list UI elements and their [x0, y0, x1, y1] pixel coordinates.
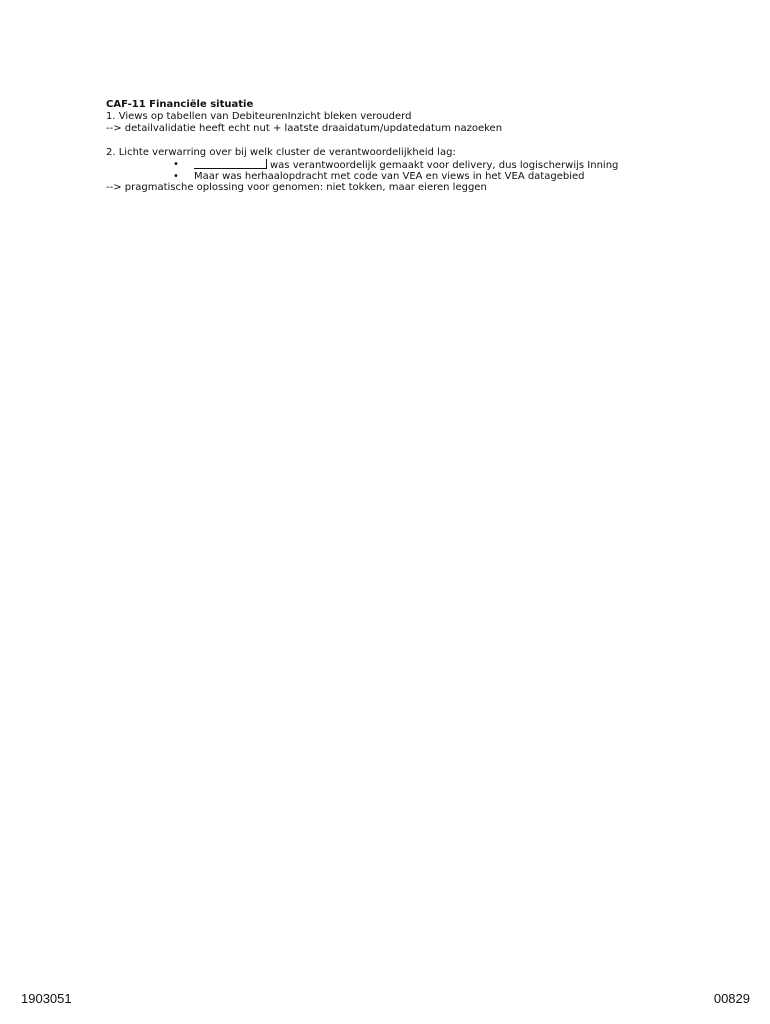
- item-2-followup: --> pragmatische oplossing voor genomen: niet tokken, maar eieren leggen: [106, 182, 487, 193]
- bullet-item-2-text: Maar was herhaalopdracht met code van VEA en views in het VEA datagebied: [194, 171, 585, 182]
- footer-right-number: 00829: [713, 991, 750, 1006]
- paragraph-spacer: [106, 135, 706, 147]
- document-body: [106, 99, 706, 194]
- item-1: 1. Views op tabellen van DebiteurenInzicht bleken verouderd: [106, 111, 412, 122]
- redaction-box: [194, 159, 267, 169]
- document-title: CAF-11 Financiële situatie: [106, 99, 254, 110]
- bullet-icon: •: [173, 171, 179, 182]
- bullet-item-1: [106, 159, 706, 171]
- bullet-list: [106, 159, 706, 182]
- bullet-item-1-text: was verantwoordelijk gemaakt voor delivery, dus logischerwijs Inning: [270, 160, 619, 171]
- item-2: 2. Lichte verwarring over bij welk cluster de verantwoordelijkheid lag:: [106, 147, 456, 158]
- footer-left-number: 1903051: [21, 991, 72, 1006]
- bullet-icon: •: [173, 159, 179, 170]
- item-1-followup: --> detailvalidatie heeft echt nut + laatste draaidatum/updatedatum nazoeken: [106, 123, 503, 134]
- bullet-item-2: [106, 171, 706, 182]
